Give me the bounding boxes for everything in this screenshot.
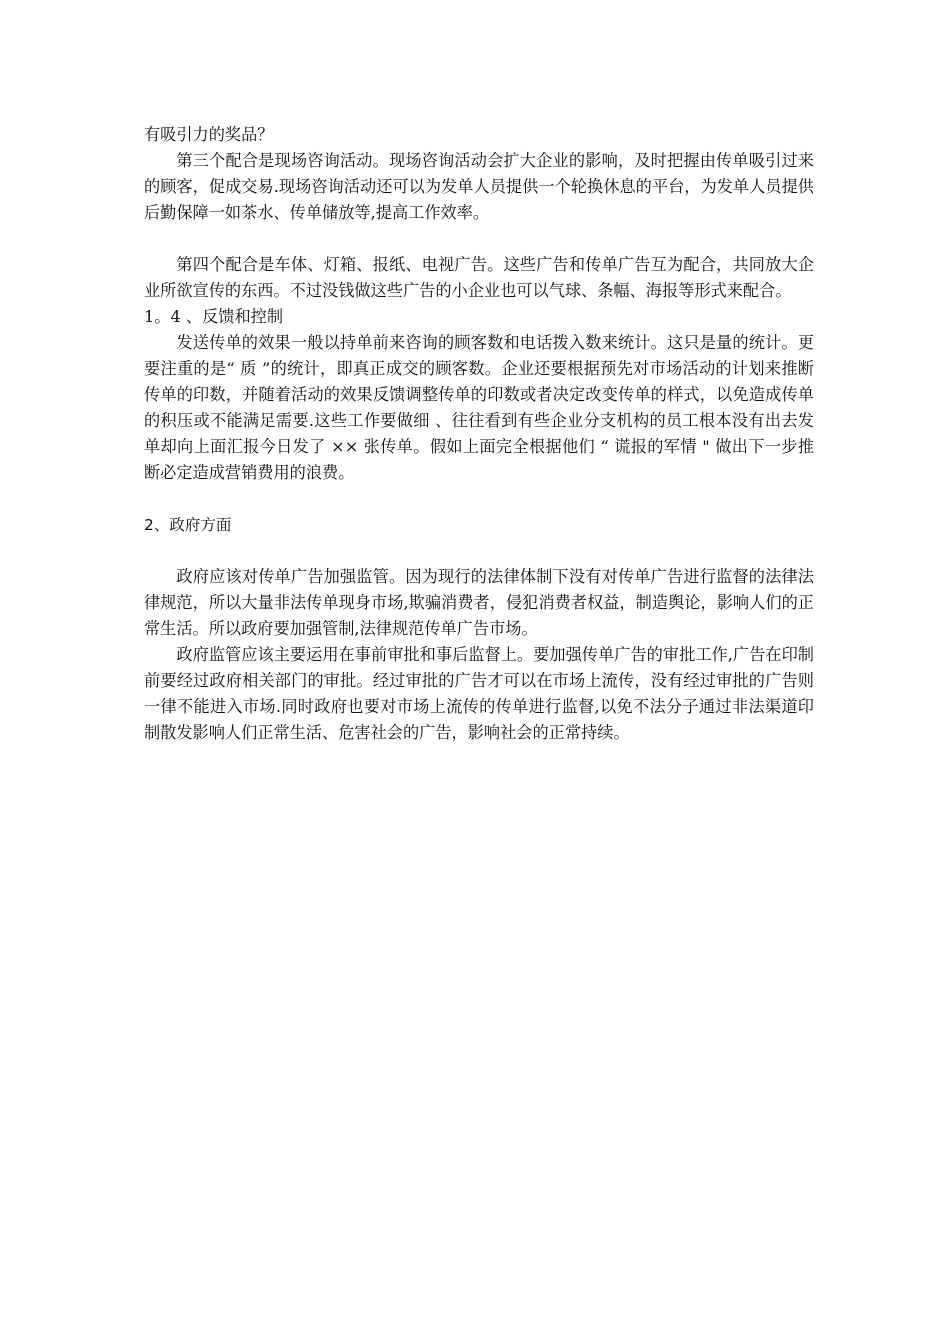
section-heading-government: 2、政府方面 bbox=[144, 516, 232, 534]
blank-line bbox=[144, 538, 814, 564]
blank-line bbox=[144, 226, 814, 252]
document-body bbox=[144, 122, 814, 746]
paragraph-government-approval: 政府监管应该主要运用在事前审批和事后监督上。要加强传单广告的审批工作,广告在印制前要经过政府相关部门的审批。经过审批的广告才可以在市场上流传，没有经过审批的广告则一律不能进入市场.同时政府也要对市场上流传的传单进行监督,以免不法分子通过非法渠道印制散发影响人们正常生活、危害社会的广告，影响社会的正常持续。 bbox=[144, 645, 814, 742]
paragraph-government-supervision: 政府应该对传单广告加强监管。因为现行的法律体制下没有对传单广告进行监督的法律法律规范，所以大量非法传单现身市场,欺骗消费者，侵犯消费者权益，制造舆论，影响人们的正常生活。所以政府要加强管制,法律规范传单广告市场。 bbox=[144, 567, 814, 638]
paragraph-fourth-coordination: 第四个配合是车体、灯箱、报纸、电视广告。这些广告和传单广告互为配合，共同放大企业所欲宣传的东西。不过没钱做这些广告的小企业也可以气球、条幅、海报等形式来配合。 bbox=[144, 255, 814, 300]
paragraph-feedback-control: 发送传单的效果一般以持单前来咨询的顾客数和电话拨入数来统计。这只是量的统计。更要注重的是“ 质 ”的统计，即真正成交的顾客数。企业还要根据预先对市场活动的计划来推断传单的印数，并随着活动的效果反馈调整传单的印数或者决定改变传单的样式，以免造成传单的积压或不能满足需要.这些工作要做细 、往往看到有些企业分支机构的员工根本没有出去发单却向上面汇报今日发了 ×× 张传单。假如上面完全根据他们 “ 谎报的军情 " 做出下一步推断必定造成营销费用的浪费。 bbox=[144, 333, 814, 482]
section-heading-1-4: 1。4 、反馈和控制 bbox=[144, 307, 284, 326]
blank-line bbox=[144, 486, 814, 512]
paragraph-third-coordination: 第三个配合是现场咨询活动。现场咨询活动会扩大企业的影响，及时把握由传单吸引过来的顾客，促成交易.现场咨询活动还可以为发单人员提供一个轮换休息的平台，为发单人员提供后勤保障一如茶水、传单储放等,提高工作效率。 bbox=[144, 151, 814, 222]
paragraph-continuation: 有吸引力的奖品？ bbox=[144, 125, 274, 144]
